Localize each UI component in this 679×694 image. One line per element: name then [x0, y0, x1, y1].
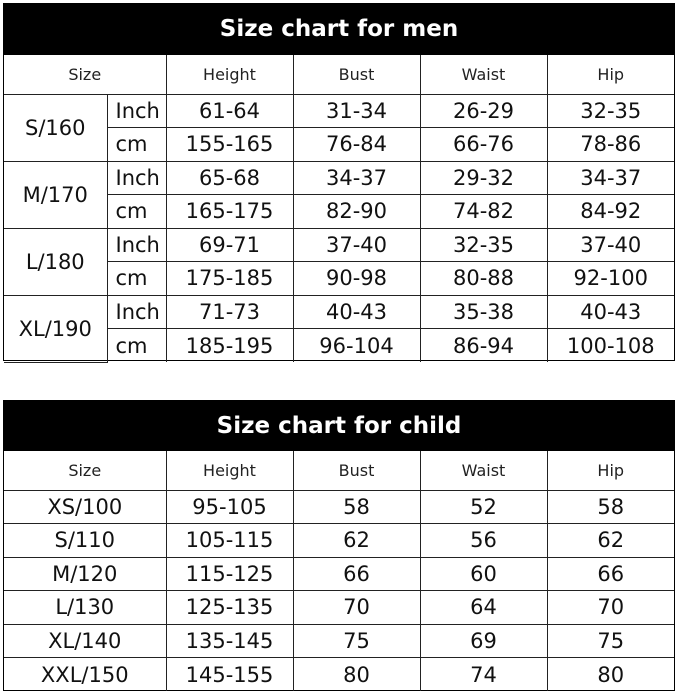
waist-value: 35-38 — [420, 295, 547, 329]
unit-label: cm — [107, 329, 166, 363]
bust-value: 58 — [293, 490, 420, 524]
size-label: XL/140 — [4, 624, 166, 658]
size-label: M/120 — [4, 557, 166, 591]
waist-value: 32-35 — [420, 228, 547, 262]
column-header-height: Height — [166, 55, 293, 94]
waist-value: 74 — [420, 658, 547, 692]
bust-value: 90-98 — [293, 262, 420, 296]
unit-label: cm — [107, 262, 166, 296]
hip-value: 80 — [547, 658, 674, 692]
table-row — [4, 228, 674, 262]
column-header-size: Size — [4, 451, 166, 490]
size-label: L/130 — [4, 591, 166, 625]
unit-label: cm — [107, 128, 166, 162]
unit-label: Inch — [107, 228, 166, 262]
height-value: 145-155 — [166, 658, 293, 692]
bust-value: 34-37 — [293, 161, 420, 195]
height-value: 95-105 — [166, 490, 293, 524]
column-header-hip: Hip — [547, 451, 674, 490]
men-chart-title: Size chart for men — [4, 4, 674, 55]
table-header-row — [4, 451, 674, 490]
waist-value: 29-32 — [420, 161, 547, 195]
waist-value: 60 — [420, 557, 547, 591]
column-header-height: Height — [166, 451, 293, 490]
height-value: 61-64 — [166, 94, 293, 128]
hip-value: 84-92 — [547, 195, 674, 229]
child-chart-title: Size chart for child — [4, 401, 674, 451]
child-size-chart — [3, 400, 675, 691]
bust-value: 62 — [293, 524, 420, 558]
table-row — [4, 624, 674, 658]
height-value: 175-185 — [166, 262, 293, 296]
size-label: XXL/150 — [4, 658, 166, 692]
waist-value: 74-82 — [420, 195, 547, 229]
size-label: L/180 — [4, 228, 107, 295]
table-row — [4, 490, 674, 524]
waist-value: 86-94 — [420, 329, 547, 363]
column-header-bust: Bust — [293, 451, 420, 490]
hip-value: 100-108 — [547, 329, 674, 363]
bust-value: 70 — [293, 591, 420, 625]
column-header-waist: Waist — [420, 55, 547, 94]
hip-value: 70 — [547, 591, 674, 625]
waist-value: 80-88 — [420, 262, 547, 296]
height-value: 165-175 — [166, 195, 293, 229]
bust-value: 75 — [293, 624, 420, 658]
bust-value: 31-34 — [293, 94, 420, 128]
height-value: 69-71 — [166, 228, 293, 262]
hip-value: 40-43 — [547, 295, 674, 329]
size-label: S/160 — [4, 94, 107, 161]
hip-value: 37-40 — [547, 228, 674, 262]
column-header-waist: Waist — [420, 451, 547, 490]
table-header-row — [4, 55, 674, 94]
height-value: 65-68 — [166, 161, 293, 195]
size-label: XS/100 — [4, 490, 166, 524]
men-size-chart — [3, 3, 675, 361]
size-label: M/170 — [4, 161, 107, 228]
waist-value: 56 — [420, 524, 547, 558]
bust-value: 76-84 — [293, 128, 420, 162]
hip-value: 66 — [547, 557, 674, 591]
men-size-table — [4, 55, 674, 363]
bust-value: 82-90 — [293, 195, 420, 229]
height-value: 71-73 — [166, 295, 293, 329]
table-row — [4, 94, 674, 128]
bust-value: 66 — [293, 557, 420, 591]
unit-label: Inch — [107, 295, 166, 329]
height-value: 105-115 — [166, 524, 293, 558]
unit-label: cm — [107, 195, 166, 229]
table-row — [4, 524, 674, 558]
table-row — [4, 295, 674, 329]
table-row — [4, 658, 674, 692]
column-header-bust: Bust — [293, 55, 420, 94]
hip-value: 34-37 — [547, 161, 674, 195]
column-header-size: Size — [4, 55, 166, 94]
bust-value: 40-43 — [293, 295, 420, 329]
table-row — [4, 557, 674, 591]
unit-label: Inch — [107, 161, 166, 195]
hip-value: 62 — [547, 524, 674, 558]
hip-value: 92-100 — [547, 262, 674, 296]
bust-value: 96-104 — [293, 329, 420, 363]
waist-value: 64 — [420, 591, 547, 625]
column-header-hip: Hip — [547, 55, 674, 94]
bust-value: 37-40 — [293, 228, 420, 262]
table-row — [4, 161, 674, 195]
height-value: 125-135 — [166, 591, 293, 625]
waist-value: 66-76 — [420, 128, 547, 162]
waist-value: 52 — [420, 490, 547, 524]
child-size-table — [4, 451, 674, 691]
height-value: 135-145 — [166, 624, 293, 658]
size-label: S/110 — [4, 524, 166, 558]
size-label: XL/190 — [4, 295, 107, 362]
height-value: 155-165 — [166, 128, 293, 162]
height-value: 115-125 — [166, 557, 293, 591]
table-row — [4, 591, 674, 625]
hip-value: 78-86 — [547, 128, 674, 162]
unit-label: Inch — [107, 94, 166, 128]
bust-value: 80 — [293, 658, 420, 692]
height-value: 185-195 — [166, 329, 293, 363]
waist-value: 69 — [420, 624, 547, 658]
hip-value: 32-35 — [547, 94, 674, 128]
waist-value: 26-29 — [420, 94, 547, 128]
hip-value: 75 — [547, 624, 674, 658]
hip-value: 58 — [547, 490, 674, 524]
